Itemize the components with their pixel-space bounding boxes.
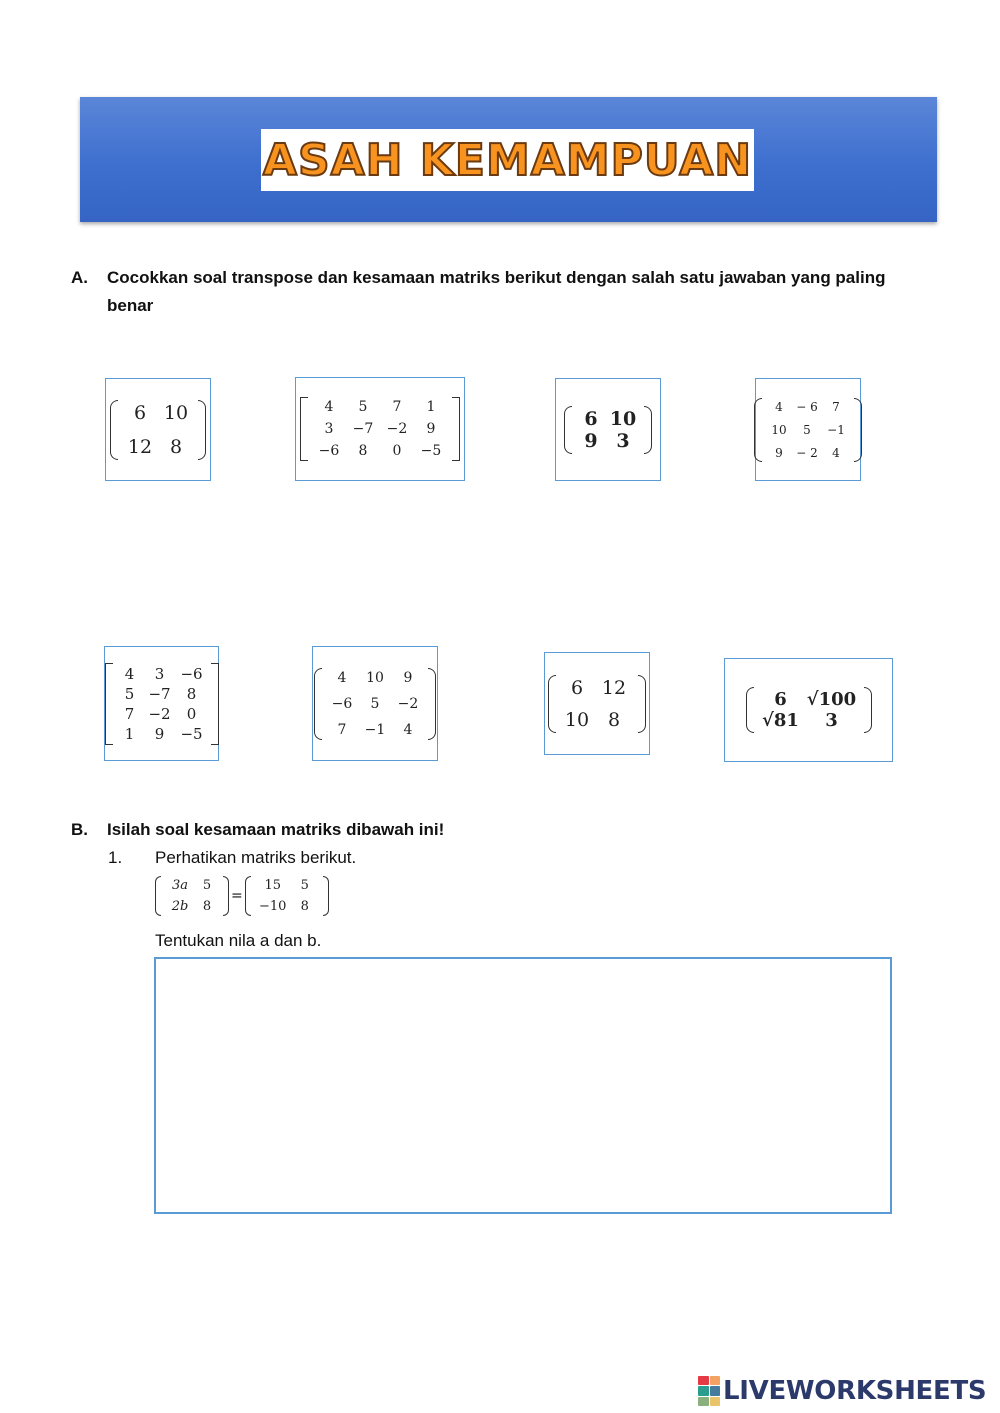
- matrix-cell: 4: [324, 399, 334, 415]
- title-plate: [261, 129, 754, 191]
- matrix-card-1[interactable]: [105, 378, 211, 481]
- left-paren: [314, 668, 322, 740]
- right-bracket: [452, 397, 460, 461]
- matrix-cell: −1: [364, 721, 386, 738]
- matrix-cell: 8: [186, 684, 197, 703]
- matrix-cell: 0: [186, 704, 197, 723]
- matrix-cell: 9: [403, 669, 413, 686]
- matrix-cell: 6: [570, 676, 584, 699]
- section-b-heading: [71, 816, 771, 846]
- liveworksheets-logo: [698, 1376, 986, 1406]
- right-paren: [198, 400, 206, 460]
- matrix-cell: − 2: [796, 445, 818, 460]
- matrix-equation: [155, 876, 329, 916]
- answer-input-box[interactable]: [154, 957, 892, 1214]
- header-banner: [80, 97, 937, 222]
- section-b-title: Isilah soal kesamaan matriks dibawah ini!: [107, 820, 445, 839]
- matrix-cell: 5: [124, 684, 135, 703]
- matrix-cell: − 6: [796, 399, 818, 414]
- matrix-cell: 5: [300, 878, 309, 893]
- matrix-cell: 10: [163, 401, 189, 424]
- matrix-cell: 5: [803, 422, 811, 437]
- matrix-grid: [251, 876, 323, 916]
- matrix-cell: √81: [762, 710, 799, 731]
- matrix-3x3: [754, 398, 862, 462]
- matrix-cell: 5: [202, 878, 212, 893]
- equation-left-matrix: [155, 876, 229, 916]
- matrix-cell: 12: [127, 435, 153, 458]
- matrix-grid: [161, 876, 223, 916]
- matrix-cell: 7: [124, 704, 135, 723]
- matrix-grid: [754, 687, 864, 733]
- matrix-bracket: [323, 876, 329, 916]
- matrix-cell: −7: [352, 421, 374, 437]
- matrix-cell: −5: [180, 724, 203, 743]
- left-bracket: [300, 397, 308, 461]
- matrix-cell: −2: [397, 695, 419, 712]
- matrix-cell: 9: [154, 724, 165, 743]
- section-a-instruction: [71, 264, 951, 324]
- matrix-cell: −5: [420, 443, 442, 459]
- right-paren: [854, 398, 862, 462]
- question-task: Tentukan nila a dan b.: [155, 931, 322, 950]
- matrix-cell: 2b: [171, 899, 189, 914]
- matrix-cell: 10: [609, 407, 637, 430]
- matrix-grid: [322, 668, 428, 740]
- matrix-cell: 10: [564, 708, 590, 731]
- matrix-cell: 8: [202, 899, 212, 914]
- matrix-grid: [308, 397, 452, 461]
- matrix-card-7[interactable]: [544, 652, 650, 755]
- right-paren: [864, 687, 872, 733]
- matrix-grid: [572, 406, 644, 454]
- matrix-cell: 15: [264, 878, 281, 893]
- matrix-3x3: [314, 668, 436, 740]
- matrix-cell: 7: [392, 399, 402, 415]
- matrix-card-4[interactable]: [755, 378, 861, 481]
- matrix-cell: 9: [775, 445, 783, 460]
- right-paren: [428, 668, 436, 740]
- matrix-cell: −6: [180, 664, 203, 683]
- matrix-card-6[interactable]: [312, 646, 438, 761]
- matrix-cell: 0: [392, 443, 402, 459]
- matrix-cell: −6: [331, 695, 353, 712]
- left-paren: [746, 687, 754, 733]
- matrix-grid: [556, 675, 638, 733]
- matrix-cell: 8: [607, 708, 621, 731]
- matrix-cell: 3: [825, 710, 838, 731]
- matrix-2x2: [110, 400, 206, 460]
- matrix-cell: 4: [337, 669, 347, 686]
- matrix-cell: −7: [148, 684, 171, 703]
- matrix-cell: 4: [832, 445, 840, 460]
- section-a-line1: Cocokkan soal transpose dan kesamaan matriks berikut dengan salah satu jawaban yang paling: [107, 268, 886, 287]
- matrix-cell: 4: [775, 399, 783, 414]
- matrix-cell: −10: [259, 899, 287, 914]
- matrix-cell: 9: [426, 421, 436, 437]
- matrix-card-5[interactable]: [104, 646, 219, 761]
- logo-mark-icon: [698, 1376, 720, 1406]
- matrix-grid: [118, 400, 198, 460]
- matrix-2x2: [746, 687, 872, 733]
- matrix-bracket: [223, 876, 229, 916]
- matrix-4x3: [105, 663, 219, 745]
- matrix-grid: [113, 663, 211, 745]
- matrix-cell: 3: [324, 421, 334, 437]
- matrix-cell: √100: [806, 689, 857, 710]
- matrix-3x4: [300, 397, 460, 461]
- question-number: 1.: [108, 848, 123, 867]
- matrix-cell: 8: [300, 899, 309, 914]
- logo-text: LIVEWORKSHEETS: [723, 1376, 987, 1406]
- matrix-cell: 3: [616, 429, 630, 452]
- matrix-cell: 5: [358, 399, 368, 415]
- matrix-cell: −6: [318, 443, 340, 459]
- left-bracket: [105, 663, 113, 745]
- matrix-2x2: [548, 675, 646, 733]
- left-paren: [754, 398, 762, 462]
- matrix-cell: 8: [358, 443, 368, 459]
- matrix-cell: 7: [337, 721, 347, 738]
- question-text: Perhatikan matriks berikut.: [155, 848, 357, 867]
- matrix-cell: 4: [124, 664, 135, 683]
- matrix-cell: 3: [154, 664, 165, 683]
- matrix-cell: 6: [584, 407, 598, 430]
- equation-right-matrix: [245, 876, 329, 916]
- matrix-cell: 9: [584, 429, 598, 452]
- matrix-cell: 6: [774, 689, 787, 710]
- matrix-card-3[interactable]: [555, 378, 661, 481]
- section-a-line2: benar: [107, 296, 154, 315]
- matrix-cell: 6: [133, 401, 147, 424]
- matrix-card-8[interactable]: [724, 658, 893, 762]
- matrix-cell: 10: [366, 669, 384, 686]
- left-paren: [110, 400, 118, 460]
- left-paren: [548, 675, 556, 733]
- matrix-cell: −1: [827, 422, 845, 437]
- matrix-cell: −2: [386, 421, 408, 437]
- equals-sign: =: [231, 888, 243, 904]
- right-paren: [644, 406, 652, 454]
- section-a-label: A.: [71, 268, 88, 287]
- matrix-cell: 1: [124, 724, 135, 743]
- matrix-cell: 12: [601, 676, 627, 699]
- matrix-grid: [762, 398, 854, 462]
- matrix-cell: 1: [426, 399, 436, 415]
- worksheet-title: ASAH KEMAMPUAN: [262, 134, 753, 186]
- matrix-cell: 3a: [171, 878, 189, 893]
- matrix-cell: 7: [832, 399, 840, 414]
- matrix-cell: 5: [370, 695, 380, 712]
- matrix-cell: 4: [403, 721, 413, 738]
- matrix-cell: 8: [169, 435, 183, 458]
- matrix-cell: 10: [771, 422, 787, 437]
- section-b-label: B.: [71, 820, 88, 839]
- matrix-2x2: [564, 406, 652, 454]
- right-paren: [638, 675, 646, 733]
- right-bracket: [211, 663, 219, 745]
- matrix-card-2[interactable]: [295, 377, 465, 481]
- left-paren: [564, 406, 572, 454]
- matrix-cell: −2: [148, 704, 171, 723]
